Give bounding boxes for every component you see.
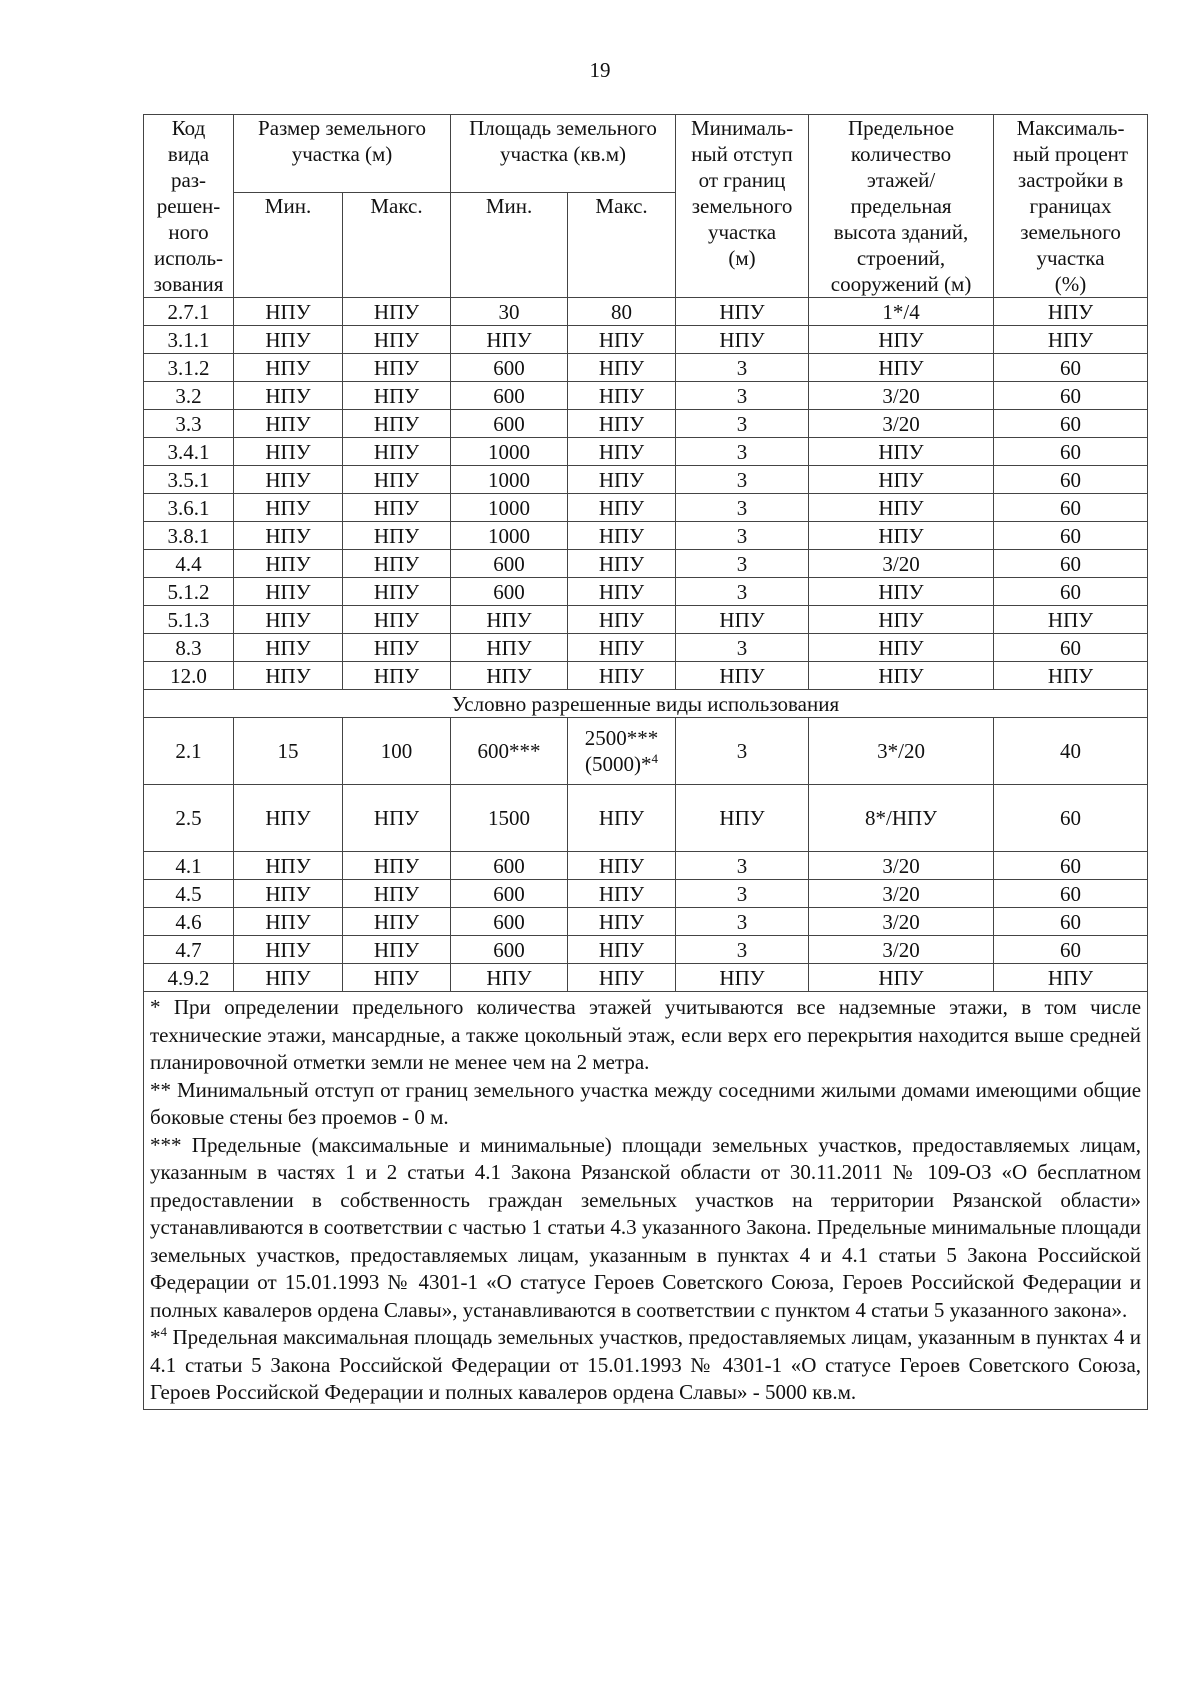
cell-size-min: НПУ (234, 410, 343, 438)
cell-code: 4.1 (144, 852, 234, 880)
land-use-parameters-table (143, 114, 1148, 1410)
cell-coverage: 60 (994, 494, 1148, 522)
footnote-4-sup: 4 (160, 1324, 167, 1339)
cell-code: 5.1.3 (144, 606, 234, 634)
cell-area-max: НПУ (568, 466, 676, 494)
cell-floors: 1*/4 (809, 298, 994, 326)
header-area-line: участка (кв.м) (500, 142, 627, 166)
cell-floors: НПУ (809, 578, 994, 606)
header-code-line: раз- (170, 168, 207, 192)
cell-area-min: НПУ (451, 634, 568, 662)
cell-area-min: 600 (451, 852, 568, 880)
header-floors-line: строений, (856, 246, 946, 270)
cell-size-max: НПУ (343, 354, 451, 382)
cell-code: 2.1 (144, 718, 234, 785)
table-row (144, 718, 1148, 785)
cell-size-min: НПУ (234, 298, 343, 326)
cell-size-min: НПУ (234, 852, 343, 880)
cell-code: 4.5 (144, 880, 234, 908)
header-code-line: исполь- (153, 246, 224, 270)
cell-area-min: 600 (451, 578, 568, 606)
cell-area-min: НПУ (451, 606, 568, 634)
footnote-1: * При определении предельного количества этажей учитываются все надземные этажи, в том числе технические этажи, мансардные, а также цокольный этаж, если верх его перекрытия находится выше средней планировочной отметки земли не менее чем на 2 метра. (150, 995, 1142, 1074)
header-coverage-line: земельного (1020, 220, 1121, 244)
table-row (144, 494, 1148, 522)
cell-coverage: 60 (994, 880, 1148, 908)
cell-coverage: НПУ (994, 606, 1148, 634)
cell-area-min: 30 (451, 298, 568, 326)
header-setback (676, 115, 809, 298)
header-size-line: участка (м) (291, 142, 393, 166)
cell-area-min: НПУ (451, 662, 568, 690)
cell-coverage: 60 (994, 578, 1148, 606)
header-size-line: Размер земельного (258, 116, 426, 140)
cell-area-max: НПУ (568, 438, 676, 466)
cell-floors: 3/20 (809, 550, 994, 578)
cell-code: 3.1.2 (144, 354, 234, 382)
cell-size-max: НПУ (343, 936, 451, 964)
cell-area-min: 600 (451, 382, 568, 410)
header-floors-line: Предельное (847, 116, 955, 140)
cell-size-max: НПУ (343, 438, 451, 466)
cell-size-max: НПУ (343, 382, 451, 410)
cell-code: 3.2 (144, 382, 234, 410)
cell-size-max: НПУ (343, 964, 451, 992)
cell-code: 12.0 (144, 662, 234, 690)
cell-code: 3.3 (144, 410, 234, 438)
cell-code: 2.7.1 (144, 298, 234, 326)
header-coverage-line: ный процент (1013, 142, 1129, 166)
cell-area-min: 1000 (451, 438, 568, 466)
cell-code: 3.5.1 (144, 466, 234, 494)
cell-area-max: НПУ (568, 354, 676, 382)
cell-coverage: 60 (994, 852, 1148, 880)
cell-size-max: НПУ (343, 494, 451, 522)
cell-size-min: НПУ (234, 466, 343, 494)
table-row (144, 908, 1148, 936)
cell-setback: 3 (676, 382, 809, 410)
cell-floors: 3/20 (809, 880, 994, 908)
cell-setback: 3 (676, 494, 809, 522)
cell-area-max: 80 (568, 298, 676, 326)
cell-setback: 3 (676, 438, 809, 466)
cell-size-max: НПУ (343, 908, 451, 936)
header-code-line: ного (168, 220, 209, 244)
cell-area-max: НПУ (568, 522, 676, 550)
cell-floors: НПУ (809, 354, 994, 382)
header-setback-line: участка (707, 220, 777, 244)
cell-setback: НПУ (676, 606, 809, 634)
cell-area-min: 1500 (451, 785, 568, 852)
header-floors-line: сооружений (м) (830, 272, 972, 296)
cell-area-min: 600 (451, 410, 568, 438)
cell-size-min: НПУ (234, 494, 343, 522)
cell-setback: 3 (676, 466, 809, 494)
header-coverage-line: границах (1029, 194, 1112, 218)
table-row (144, 880, 1148, 908)
header-floors-line: количество (850, 142, 952, 166)
cell-code: 2.5 (144, 785, 234, 852)
cell-area-max: НПУ (568, 578, 676, 606)
cell-area-min: 600 (451, 908, 568, 936)
cell-area-max: НПУ (568, 606, 676, 634)
table-row (144, 522, 1148, 550)
cell-area-min: 600 (451, 354, 568, 382)
cell-coverage: 60 (994, 785, 1148, 852)
header-size-max: Макс. (343, 193, 451, 298)
cell-setback: 3 (676, 410, 809, 438)
footnote-3: *** Предельные (максимальные и минимальные) площади земельных участков, предоставляемых лицам, указанным в частях 1 и 2 статьи 4.1 Закона Рязанской области от 30.11.2011 № 109-ОЗ «О бесплатном предоставлении в собственность граждан земельных участков на территории Рязанской области» устанавливаются в соответствии с частью 1 статьи 4.3 указанного Закона. Предельные минимальные площади земельных участков, предоставляемых лицам, указанным в пунктах 4 и 4.1 статьи 5 Закона Российской Федерации от 15.01.1993 № 4301-1 «О статусе Героев Советского Союза, Героев Российской Федерации и полных кавалеров ордена Славы», устанавливаются в соответствии с пунктом 4 статьи 5 указанного закона». (150, 1132, 1142, 1322)
cell-code: 4.4 (144, 550, 234, 578)
cell-floors: 3/20 (809, 936, 994, 964)
header-floors-line: этажей/ (866, 168, 936, 192)
cell-area-max: НПУ (568, 662, 676, 690)
cell-setback: 3 (676, 936, 809, 964)
cell-setback: НПУ (676, 326, 809, 354)
cell-size-min: НПУ (234, 880, 343, 908)
cell-area-max: НПУ (568, 382, 676, 410)
cell-coverage: 60 (994, 908, 1148, 936)
cell-area-max: НПУ (568, 410, 676, 438)
header-area-line: Площадь земельного (469, 116, 657, 140)
cell-coverage: НПУ (994, 662, 1148, 690)
header-setback-line: (м) (728, 246, 756, 270)
cell-area-max: НПУ (568, 936, 676, 964)
cell-size-min: НПУ (234, 438, 343, 466)
header-size-min: Мин. (234, 193, 343, 298)
table-row (144, 326, 1148, 354)
cell-size-min: НПУ (234, 354, 343, 382)
header-setback-line: от границ (698, 168, 786, 192)
cell-size-min: 15 (234, 718, 343, 785)
header-area-max: Макс. (568, 193, 676, 298)
cell-floors: НПУ (809, 964, 994, 992)
cell-size-max: 100 (343, 718, 451, 785)
table-row (144, 382, 1148, 410)
cell-size-max: НПУ (343, 550, 451, 578)
header-row-1 (144, 115, 1148, 193)
table-row (144, 466, 1148, 494)
table-row (144, 578, 1148, 606)
cell-code: 4.9.2 (144, 964, 234, 992)
cell-floors: НПУ (809, 606, 994, 634)
cell-coverage: НПУ (994, 298, 1148, 326)
table-row (144, 298, 1148, 326)
cell-area-max: НПУ (568, 880, 676, 908)
footnotes (144, 992, 1148, 1410)
cell-size-max: НПУ (343, 522, 451, 550)
footnote-4-mark: * (150, 1325, 161, 1349)
cell-size-max: НПУ (343, 578, 451, 606)
cell-code: 4.6 (144, 908, 234, 936)
cell-coverage: 40 (994, 718, 1148, 785)
cell-setback: НПУ (676, 785, 809, 852)
main-rows (144, 298, 1148, 690)
cell-floors: 3*/20 (809, 718, 994, 785)
cell-size-max: НПУ (343, 880, 451, 908)
header-code-line: зования (153, 272, 224, 296)
cell-area-max: НПУ (568, 634, 676, 662)
table-row (144, 438, 1148, 466)
table-row (144, 634, 1148, 662)
table-row (144, 606, 1148, 634)
page-number: 19 (589, 58, 611, 82)
cell-setback: 3 (676, 578, 809, 606)
cell-coverage: 60 (994, 550, 1148, 578)
cell-floors: 3/20 (809, 410, 994, 438)
footnote-4-text: Предельная максимальная площадь земельных участков, предоставляемых лицам, указанным в пунктах 4 и 4.1 статьи 5 Закона Российской Федерации от 15.01.1993 № 4301-1 «О статусе Героев Советского Союза, Героев Российской Федерации и полных кавалеров ордена Славы» - 5000 кв.м. (150, 1325, 1142, 1404)
cell-floors: 3/20 (809, 852, 994, 880)
header-coverage-line: застройки в (1017, 168, 1124, 192)
header-area-group (451, 115, 676, 193)
cell-setback: НПУ (676, 662, 809, 690)
header-code-line: Код (171, 116, 206, 140)
cell-size-max: НПУ (343, 326, 451, 354)
area-max-sup: 4 (651, 751, 659, 766)
cell-size-max: НПУ (343, 852, 451, 880)
cell-size-max: НПУ (343, 606, 451, 634)
header-area-min: Мин. (451, 193, 568, 298)
cell-coverage: 60 (994, 522, 1148, 550)
cell-coverage: 60 (994, 354, 1148, 382)
cell-coverage: НПУ (994, 326, 1148, 354)
cell-size-max: НПУ (343, 634, 451, 662)
header-coverage-line: (%) (1054, 272, 1087, 296)
cell-area-min: 1000 (451, 466, 568, 494)
cell-coverage: 60 (994, 936, 1148, 964)
cell-area-max: НПУ (568, 494, 676, 522)
cell-size-min: НПУ (234, 936, 343, 964)
cell-setback: 3 (676, 522, 809, 550)
cell-setback: НПУ (676, 298, 809, 326)
cell-code: 3.4.1 (144, 438, 234, 466)
table-row (144, 662, 1148, 690)
cell-floors: НПУ (809, 634, 994, 662)
header-floors (809, 115, 994, 298)
cell-code: 3.1.1 (144, 326, 234, 354)
cell-size-min: НПУ (234, 964, 343, 992)
table-row (144, 410, 1148, 438)
cell-area-max: НПУ (568, 550, 676, 578)
cell-setback: 3 (676, 852, 809, 880)
header-coverage (994, 115, 1148, 298)
cell-size-min: НПУ (234, 606, 343, 634)
cell-area-min: НПУ (451, 326, 568, 354)
section-title: Условно разрешенные виды использования (144, 690, 1148, 718)
cell-area-min: 600 (451, 550, 568, 578)
cell-size-min: НПУ (234, 662, 343, 690)
table-row (144, 964, 1148, 992)
header-code-line: решен- (156, 194, 221, 218)
area-max-line2: (5000)* (585, 752, 652, 776)
cell-size-max: НПУ (343, 785, 451, 852)
cell-area-max (568, 718, 676, 785)
cell-size-max: НПУ (343, 298, 451, 326)
cell-area-min: 1000 (451, 522, 568, 550)
cell-setback: 3 (676, 354, 809, 382)
cell-code: 5.1.2 (144, 578, 234, 606)
cell-setback: 3 (676, 634, 809, 662)
header-size-group (234, 115, 451, 193)
header-floors-line: высота зданий, (833, 220, 969, 244)
cell-area-max: НПУ (568, 852, 676, 880)
cell-size-min: НПУ (234, 634, 343, 662)
cell-area-min: 600 (451, 880, 568, 908)
cell-setback: 3 (676, 550, 809, 578)
conditional-rows (144, 852, 1148, 992)
header-code-line: вида (167, 142, 210, 166)
cell-size-min: НПУ (234, 908, 343, 936)
header-floors-line: предельная (850, 194, 952, 218)
cell-floors: НПУ (809, 522, 994, 550)
cell-floors: НПУ (809, 438, 994, 466)
cell-code: 4.7 (144, 936, 234, 964)
header-setback-line: ный отступ (691, 142, 793, 166)
header-setback-line: земельного (691, 194, 793, 218)
cell-floors: НПУ (809, 494, 994, 522)
cell-size-min: НПУ (234, 550, 343, 578)
header-setback-line: Минималь- (690, 116, 794, 140)
cell-area-min: 1000 (451, 494, 568, 522)
cell-size-min: НПУ (234, 578, 343, 606)
cell-size-min: НПУ (234, 785, 343, 852)
cell-size-max: НПУ (343, 662, 451, 690)
cell-coverage: 60 (994, 410, 1148, 438)
cell-code: 3.6.1 (144, 494, 234, 522)
notes-row (144, 992, 1148, 1410)
cell-floors: 8*/НПУ (809, 785, 994, 852)
footnote-2: ** Минимальный отступ от границ земельного участка между соседними жилыми домами имеющими общие боковые стены без проемов - 0 м. (150, 1077, 1142, 1129)
cell-floors: НПУ (809, 466, 994, 494)
cell-coverage: 60 (994, 438, 1148, 466)
cell-code: 8.3 (144, 634, 234, 662)
cell-setback: 3 (676, 880, 809, 908)
table-row (144, 785, 1148, 852)
cell-size-min: НПУ (234, 382, 343, 410)
cell-area-max: НПУ (568, 908, 676, 936)
row-25-body (144, 785, 1148, 852)
cell-area-min: 600*** (451, 718, 568, 785)
cell-size-max: НПУ (343, 410, 451, 438)
cell-area-max: НПУ (568, 785, 676, 852)
table-row (144, 550, 1148, 578)
cell-setback: НПУ (676, 964, 809, 992)
header-code (144, 115, 234, 298)
cell-floors: 3/20 (809, 382, 994, 410)
cell-coverage: НПУ (994, 964, 1148, 992)
table-row (144, 354, 1148, 382)
header-coverage-line: Максималь- (1016, 116, 1125, 140)
table-row (144, 936, 1148, 964)
cell-code: 3.8.1 (144, 522, 234, 550)
cell-size-min: НПУ (234, 326, 343, 354)
cell-size-min: НПУ (234, 522, 343, 550)
cell-area-min: НПУ (451, 964, 568, 992)
cell-size-max: НПУ (343, 466, 451, 494)
cell-floors: НПУ (809, 326, 994, 354)
cell-setback: 3 (676, 718, 809, 785)
cell-area-min: 600 (451, 936, 568, 964)
cell-coverage: 60 (994, 466, 1148, 494)
section-row (144, 690, 1148, 718)
cell-area-max: НПУ (568, 964, 676, 992)
cell-setback: 3 (676, 908, 809, 936)
header-coverage-line: участка (1036, 246, 1105, 270)
cell-area-max: НПУ (568, 326, 676, 354)
cell-coverage: 60 (994, 382, 1148, 410)
area-max-line1: 2500*** (584, 726, 659, 750)
table-row (144, 852, 1148, 880)
cell-floors: 3/20 (809, 908, 994, 936)
footnote-4 (150, 1324, 1141, 1407)
cell-floors: НПУ (809, 662, 994, 690)
cell-coverage: 60 (994, 634, 1148, 662)
